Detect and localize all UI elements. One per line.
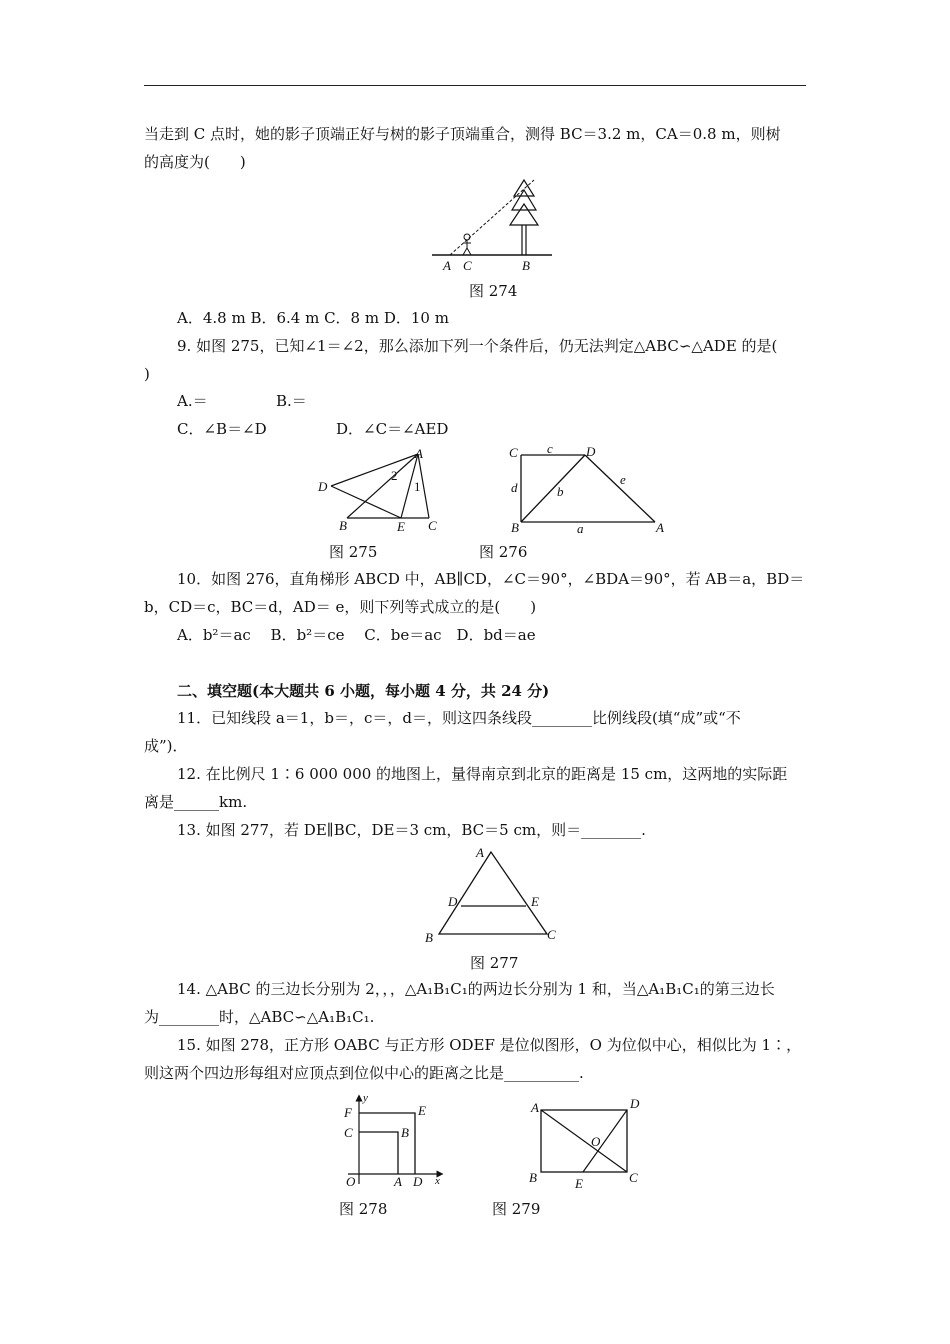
person-head xyxy=(464,234,470,240)
fig277-caption: 图 277 xyxy=(470,954,519,972)
label-E: E xyxy=(397,519,405,534)
label-B: B xyxy=(529,1170,537,1185)
label-B: B xyxy=(425,930,433,945)
q8-text-line1: 当走到 C 点时，她的影子顶端正好与树的影子顶端重合，测得 BC＝3.2 m，CA＝0.8 m，则树 xyxy=(144,125,781,143)
figure-277 xyxy=(423,846,563,946)
q8-options: A．4.8 m B．6.4 m C．8 m D．10 m xyxy=(177,309,449,327)
q14-text-line2: 为________时，△ABC∽△A₁B₁C₁. xyxy=(144,1008,375,1026)
figure-275 xyxy=(315,446,445,536)
figure-279 xyxy=(525,1096,645,1192)
q9-option-a: A.＝ xyxy=(177,392,208,410)
q11-text-line2: 成”)． xyxy=(144,737,188,755)
q12-text-line2: 离是______km. xyxy=(144,793,248,811)
label-a: a xyxy=(577,521,584,536)
q9-option-c: C．∠B＝∠D xyxy=(177,420,267,438)
figure-274 xyxy=(430,178,560,276)
label-b: b xyxy=(557,484,564,499)
label-C: C xyxy=(547,927,556,942)
q9-option-d: D．∠C＝∠AED xyxy=(336,420,449,438)
label-B: B xyxy=(522,258,530,273)
q9-option-b: B.＝ xyxy=(276,392,307,410)
q10-text-line2: b，CD＝c，BC＝d，AD＝ e，则下列等式成立的是( ) xyxy=(144,598,537,616)
label-A: A xyxy=(476,845,484,860)
label-c: c xyxy=(547,441,553,456)
tree-crown-top xyxy=(514,180,534,196)
label-D: D xyxy=(630,1096,640,1111)
label-A: A xyxy=(531,1100,539,1115)
label-D: D xyxy=(586,444,596,459)
label-A: A xyxy=(394,1174,402,1189)
q15-text-line2: 则这两个四边形每组对应顶点到位似中心的距离之比是__________. xyxy=(144,1064,584,1082)
label-2: 2 xyxy=(391,468,398,483)
q15-text-line1: 15. 如图 278，正方形 OABC 与正方形 ODEF 是位似图形，O 为位似中心，相似比为 1∶， xyxy=(177,1036,802,1054)
header-rule xyxy=(144,85,806,86)
label-C: C xyxy=(629,1170,638,1185)
q13-text-line1: 13. 如图 277，若 DE∥BC，DE＝3 cm，BC＝5 cm，则＝________. xyxy=(177,821,646,839)
q10-text-line1: 10．如图 276，直角梯形 ABCD 中，AB∥CD，∠C＝90°，∠BDA＝90°，若 AB＝a，BD＝ xyxy=(177,570,805,588)
label-A: A xyxy=(415,446,423,461)
label-C: C xyxy=(428,518,437,533)
label-D: D xyxy=(448,894,458,909)
label-e: e xyxy=(620,472,626,487)
fig276-caption: 图 276 xyxy=(479,543,528,561)
label-d: d xyxy=(511,480,518,495)
label-1: 1 xyxy=(414,479,421,494)
label-B: B xyxy=(511,520,519,535)
label-E: E xyxy=(418,1103,426,1118)
label-B: B xyxy=(339,518,347,533)
q14-text-line1: 14. △ABC 的三边长分别为 2，，，△A₁B₁C₁的两边长分别为 1 和，当△A₁B₁C₁的第三边长 xyxy=(177,980,775,998)
fig278-caption: 图 278 xyxy=(339,1200,388,1218)
label-D: D xyxy=(318,479,328,494)
figure-276 xyxy=(505,441,675,536)
label-B: B xyxy=(401,1125,409,1140)
label-E: E xyxy=(531,894,539,909)
q11-text-line1: 11．已知线段 a＝1，b＝，c＝，d＝，则这四条线段________比例线段(填“成”或“不 xyxy=(177,709,741,727)
label-O: O xyxy=(591,1134,601,1149)
q8-text-line2: 的高度为( ) xyxy=(144,153,246,171)
fig279-caption: 图 279 xyxy=(492,1200,541,1218)
fig274-caption: 图 274 xyxy=(469,282,518,300)
label-E: E xyxy=(575,1176,583,1191)
label-A: A xyxy=(656,520,664,535)
figure-278 xyxy=(340,1090,450,1190)
label-O: O xyxy=(346,1174,356,1189)
label-y: y xyxy=(363,1092,368,1104)
q9-text-line1: 9. 如图 275，已知∠1＝∠2，那么添加下列一个条件后，仍无法判定△ABC∽△ADE 的是( xyxy=(177,337,778,355)
label-D: D xyxy=(413,1174,423,1189)
fig275-caption: 图 275 xyxy=(329,543,378,561)
q9-text-line2: ) xyxy=(144,365,150,383)
label-C: C xyxy=(463,258,472,273)
q12-text-line1: 12. 在比例尺 1∶6 000 000 的地图上，量得南京到北京的距离是 15 cm，这两地的实际距 xyxy=(177,765,788,783)
section2-title: 二、填空题(本大题共 6 小题，每小题 4 分，共 24 分) xyxy=(177,682,550,700)
label-F: F xyxy=(344,1105,352,1120)
label-A: A xyxy=(443,258,451,273)
label-x: x xyxy=(435,1175,440,1187)
q10-options: A．b²＝ac B．b²＝ce C．be＝ac D．bd＝ae xyxy=(177,626,536,644)
label-C: C xyxy=(344,1125,353,1140)
label-C: C xyxy=(509,445,518,460)
